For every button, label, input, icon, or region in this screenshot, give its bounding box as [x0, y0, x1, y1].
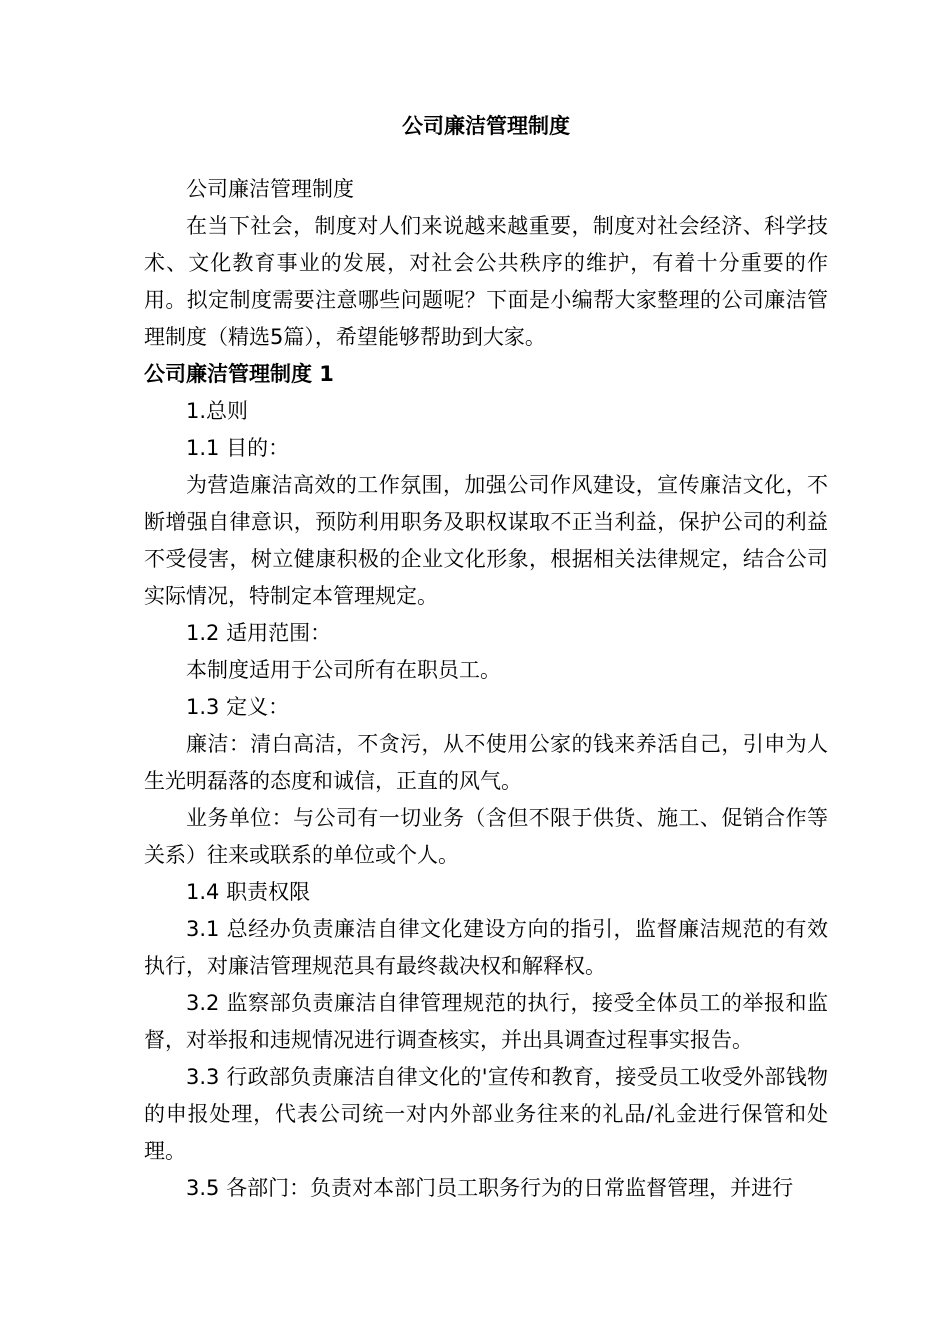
- paragraph: 业务单位：与公司有一切业务（含但不限于供货、施工、促销合作等关系）往来或联系的单位或个人。: [144, 806, 828, 867]
- document-title: 公司廉洁管理制度: [402, 114, 570, 138]
- paragraph: 1.2 适用范围：: [186, 621, 332, 645]
- document-body: [144, 171, 828, 1207]
- paragraph: 1.总则: [186, 399, 249, 423]
- paragraph: 1.3 定义：: [186, 695, 290, 719]
- section-heading: 公司廉洁管理制度 1: [144, 362, 334, 386]
- paragraph: 1.1 目的：: [186, 436, 290, 460]
- paragraph: 本制度适用于公司所有在职员工。: [186, 658, 501, 682]
- paragraph: 3.5 各部门：负责对本部门员工职务行为的日常监督管理，并进行: [186, 1176, 794, 1200]
- paragraph: 3.2 监察部负责廉洁自律管理规范的执行，接受全体员工的举报和监督，对举报和违规情况进行调查核实，并出具调查过程事实报告。: [144, 991, 828, 1052]
- paragraph: 在当下社会，制度对人们来说越来越重要，制度对社会经济、科学技术、文化教育事业的发展，对社会公共秩序的维护，有着十分重要的作用。拟定制度需要注意哪些问题呢？下面是小编帮大家整理的公司廉洁管理制度（精选5篇），希望能够帮助到大家。: [144, 214, 828, 349]
- document-page: [144, 108, 828, 1207]
- paragraph: 廉洁：清白高洁，不贪污，从不使用公家的钱来养活自己，引申为人生光明磊落的态度和诚信，正直的风气。: [144, 732, 828, 793]
- paragraph: 3.3 行政部负责廉洁自律文化的'宣传和教育，接受员工收受外部钱物的申报处理，代表公司统一对内外部业务往来的礼品/礼金进行保管和处理。: [144, 1065, 828, 1163]
- paragraph: 为营造廉洁高效的工作氛围，加强公司作风建设，宣传廉洁文化，不断增强自律意识，预防利用职务及职权谋取不正当利益，保护公司的利益不受侵害，树立健康积极的企业文化形象，根据相关法律规定，结合公司实际情况，特制定本管理规定。: [144, 473, 828, 608]
- paragraph: 1.4 职责权限: [186, 880, 311, 904]
- paragraph: 公司廉洁管理制度: [186, 177, 354, 201]
- paragraph: 3.1 总经办负责廉洁自律文化建设方向的指引，监督廉洁规范的有效执行，对廉洁管理规范具有最终裁决权和解释权。: [144, 917, 828, 978]
